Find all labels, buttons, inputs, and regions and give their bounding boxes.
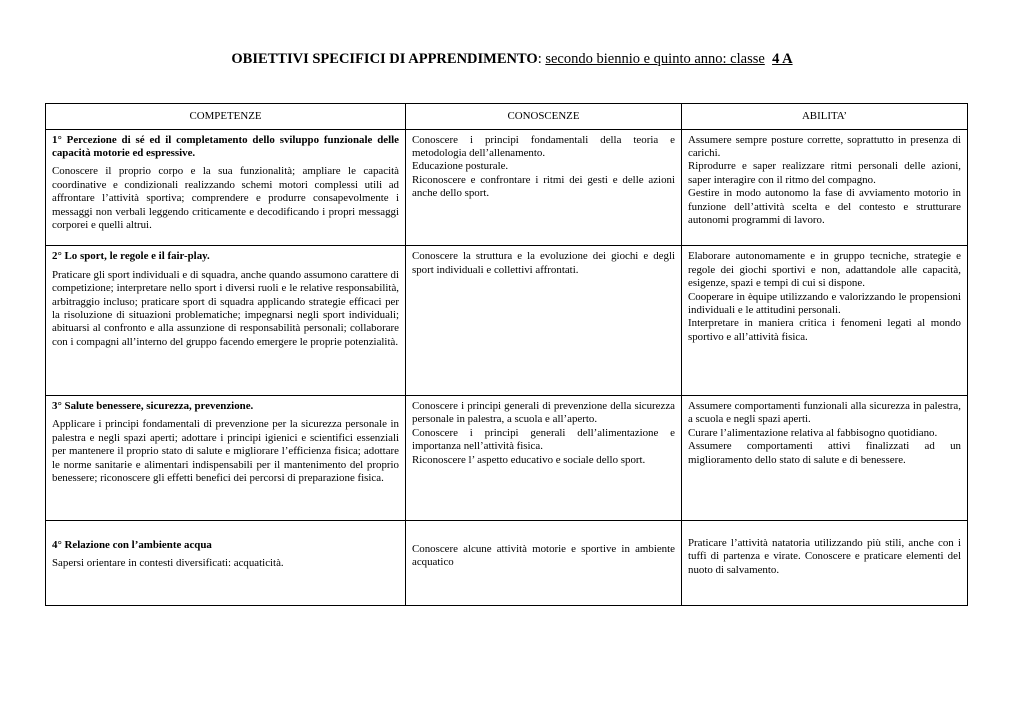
table-header-row	[46, 104, 968, 130]
abilita-text: Assumere sempre posture corrette, soprattutto in presenza di carichi. Riprodurre e saper realizzare ritmi personali delle azioni, saper interagire con il ritmo del compagno. Gestire in modo autonomo la fase di avviamento motorio in funzione dell’attività scelta e del contesto e strutturare autonomi programmi di lavoro.	[688, 133, 961, 227]
abilita-cell	[682, 129, 968, 246]
page-title	[0, 50, 1024, 68]
competenza-title: 1° Percezione di sé ed il completamento dello sviluppo funzionale delle capacità motorie ed espressive.	[52, 133, 399, 160]
competenza-cell	[46, 246, 406, 396]
conoscenze-cell	[406, 395, 682, 520]
competenza-cell	[46, 520, 406, 605]
conoscenze-cell	[406, 246, 682, 396]
conoscenze-text: Conoscere la struttura e la evoluzione dei giochi e degli sport individuali e collettivi affrontati.	[412, 250, 675, 276]
competenza-title: 3° Salute benessere, sicurezza, prevenzione.	[52, 399, 254, 412]
abilita-cell	[682, 246, 968, 396]
conoscenze-cell	[406, 520, 682, 605]
competenza-text: Conoscere il proprio corpo e la sua funzionalità; ampliare le capacità coordinative e condizionali realizzando schemi motori complessi utili ad affrontare l’attività sportiva; comprendere e produrre consapevolmente i messaggi non verbali leggendo criticamente e decodificando i propri messaggi corporei e quelli altrui.	[52, 165, 399, 232]
abilita-text: Praticare l’attività natatoria utilizzando più stili, anche con i tuffi di partenza e virate. Conoscere e praticare elementi del nuoto di salvamento.	[688, 536, 961, 576]
conoscenze-cell	[406, 129, 682, 246]
header-conoscenze: CONOSCENZE	[406, 104, 682, 130]
competenza-cell	[46, 395, 406, 520]
competenza-title: 4° Relazione con l’ambiente acqua	[52, 538, 212, 551]
conoscenze-text: Conoscere i principi fondamentali della teoria e metodologia dell’allenamento. Educazione posturale. Riconoscere e confrontare i ritmi dei gesti e delle azioni anche dello sport.	[412, 133, 675, 200]
competenza-title: 2° Lo sport, le regole e il fair-play.	[52, 250, 210, 263]
competenza-text: Praticare gli sport individuali e di squadra, anche quando assumono carattere di competizione; interpretare nello sport i diversi ruoli e le relative responsabilità, arbitraggio incluso; praticare sport di squadra applicando strategie efficaci per la risoluzione di situazioni problematiche; impegnarsi negli sport individuali; abituarsi al confronto e alla assunzione di responsabilità personali; collaborare con i compagni all’interno del gruppo facendo emergere le proprie potenzialità.	[52, 268, 399, 348]
abilita-cell	[682, 395, 968, 520]
conoscenze-text: Conoscere alcune attività motorie e sportive in ambiente acquatico	[412, 542, 675, 569]
title-colon: :	[537, 51, 546, 67]
objectives-table	[45, 103, 968, 606]
abilita-text: Assumere comportamenti funzionali alla sicurezza in palestra, a scuola e negli spazi aperti. Curare l’alimentazione relativa al fabbisogno quotidiano. Assumere comportamenti attivi finalizzati ad un miglioramento dello stato di salute e di benessere.	[688, 399, 961, 466]
abilita-text: Elaborare autonomamente e in gruppo tecniche, strategie e regole dei giochi sportivi e non, adattandole alle capacità, esigenze, spazi e tempi di cui si dispone. Cooperare in èquipe utilizzando e valorizzando le propensioni individuali e le attitudini personali. Interpretare in maniera critica i fenomeni legati al mondo sportivo e all’attività fisica.	[688, 250, 961, 343]
title-subtitle: secondo biennio e quinto anno: classe	[545, 51, 765, 67]
table-row	[46, 395, 968, 520]
title-main: OBIETTIVI SPECIFICI DI APPRENDIMENTO	[231, 51, 538, 67]
competenza-text: Sapersi orientare in contesti diversificati: acquaticità.	[52, 557, 284, 570]
competenza-cell	[46, 129, 406, 246]
conoscenze-text: Conoscere i principi generali di prevenzione della sicurezza personale in palestra, a scuola e all’aperto. Conoscere i principi generali dell’alimentazione e importanza nell’attività fisica. Riconoscere l’ aspetto educativo e sociale dello sport.	[412, 399, 675, 466]
competenza-text: Applicare i principi fondamentali di prevenzione per la sicurezza personale in palestra e negli spazi aperti; adottare i principi igienici e scientifici essenziali per mantenere il proprio stato di salute e migliorare l’efficienza fisica; adottare le norme sanitarie e alimentari indispensabili per il mantenimento del proprio benessere; riconoscere gli effetti benefici dei percorsi di preparazione fisica.	[52, 418, 399, 484]
abilita-cell	[682, 520, 968, 605]
table-row	[46, 129, 968, 246]
title-class: 4 A	[772, 51, 793, 67]
table-row	[46, 246, 968, 396]
table-row	[46, 520, 968, 605]
header-competenze: COMPETENZE	[46, 104, 406, 130]
header-abilita: ABILITA’	[682, 104, 968, 130]
